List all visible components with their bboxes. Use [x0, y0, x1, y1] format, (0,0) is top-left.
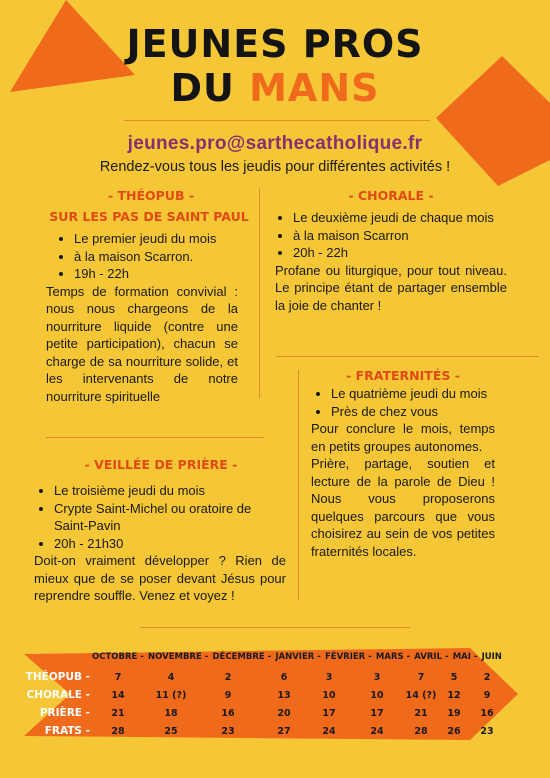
chorale-title: - CHORALE -: [348, 188, 434, 203]
month-header: JANVIER -: [275, 652, 321, 662]
theopub-subtitle: SUR LES PAS DE SAINT PAUL: [49, 209, 249, 224]
table-cell: 25: [164, 726, 178, 737]
table-cell: 5: [450, 672, 458, 683]
table-cell: 7: [114, 672, 122, 683]
table-cell: 16: [480, 708, 494, 719]
table-row: [0, 670, 550, 688]
table-row: [0, 706, 550, 724]
table-cell: 6: [280, 672, 288, 683]
column-divider-top: [259, 188, 260, 398]
table-cell: 18: [164, 708, 178, 719]
table-cell: 9: [224, 690, 232, 701]
veillee-section: [34, 457, 288, 605]
contact-email-link[interactable]: jeunes.pro@sarthecatholique.fr: [127, 133, 423, 154]
table-cell: 10: [322, 690, 336, 701]
month-header: FÉVRIER -: [324, 652, 372, 662]
chorale-section: [275, 188, 507, 314]
list-item: • Crypte Saint-Michel ou oratoire de Saint-Pavin: [54, 500, 288, 535]
page-title-line2: [0, 68, 550, 108]
chorale-text: Profane ou liturgique, pour tout niveau. Le principe étant de partager ensemble la joie de chanter !: [275, 262, 507, 313]
table-cell: 21: [111, 708, 125, 719]
table-cell: 17: [322, 708, 336, 719]
table-cell: 23: [221, 726, 235, 737]
table-cell: 24: [370, 726, 384, 737]
table-cell: 14 (?): [405, 690, 437, 701]
title-divider: [124, 120, 430, 121]
section-divider-left: [46, 437, 264, 438]
table-cell: 23: [480, 726, 494, 737]
list-item: • 20h - 22h: [293, 244, 507, 262]
table-cell: 14: [111, 690, 125, 701]
theopub-text: Temps de formation convivial : nous nous chargeons de la nourriture liquide (contre une petite participation), chacun se charge de sa nourriture solide, et les intervenants de notre nourriture spirituelle: [46, 283, 238, 404]
tagline: Rendez-vous tous les jeudis pour différentes activités !: [99, 159, 451, 175]
month-header: MAI -: [452, 652, 478, 662]
list-item: • Le premier jeudi du mois: [74, 230, 256, 248]
table-cell: 19: [447, 708, 461, 719]
table-cell: 2: [483, 672, 491, 683]
month-header: OCTOBRE -: [92, 652, 144, 662]
table-cell: 4: [167, 672, 175, 683]
month-header: NOVEMBRE -: [148, 652, 209, 662]
list-item: • 19h - 22h: [74, 265, 256, 283]
table-cell: 24: [322, 726, 336, 737]
list-item: • Le deuxième jeudi de chaque mois: [293, 209, 507, 227]
theopub-section: [46, 188, 256, 405]
schedule-months: [92, 652, 502, 662]
table-cell: 17: [370, 708, 384, 719]
title-du: DU: [170, 66, 250, 110]
page-title-line1: JEUNES PROS: [126, 22, 424, 66]
row-label: CHORALE -: [26, 689, 90, 701]
section-divider-right: [276, 356, 539, 357]
table-cell: 28: [111, 726, 125, 737]
veillee-title: - VEILLÉE DE PRIÈRE -: [84, 457, 238, 472]
table-cell: 10: [370, 690, 384, 701]
table-cell: 20: [277, 708, 291, 719]
schedule-divider: [140, 627, 410, 628]
list-item: • à la maison Scarron.: [74, 248, 256, 266]
month-header: MARS -: [375, 652, 411, 662]
table-cell: 28: [414, 726, 428, 737]
month-header: JUIN: [481, 652, 502, 662]
theopub-title: - THÉOPUB -: [107, 188, 195, 203]
list-item: • Le quatrième jeudi du mois: [331, 385, 495, 403]
list-item: • 20h - 21h30: [54, 535, 288, 553]
table-cell: 7: [417, 672, 425, 683]
table-cell: 13: [277, 690, 291, 701]
list-item: • à la maison Scarron: [293, 227, 507, 245]
table-cell: 9: [483, 690, 491, 701]
table-cell: 12: [447, 690, 461, 701]
veillee-text: Doit-on vraiment développer ? Rien de mieux que de se poser devant Jésus pour reprendre souffle. Venez et voyez !: [34, 553, 286, 603]
table-cell: 21: [414, 708, 428, 719]
month-header: AVRIL -: [414, 652, 449, 662]
row-label: THÉOPUB -: [25, 671, 90, 683]
table-cell: 26: [447, 726, 461, 737]
table-row: [0, 688, 550, 706]
fraternites-text2: Prière, partage, soutien et lecture de la parole de Dieu ! Nous vous proposerons quelques parcours que vous choisirez au sein de vos petites fraternités locales.: [311, 456, 495, 559]
list-item: • Près de chez vous: [331, 403, 495, 421]
month-header: DÉCEMBRE -: [212, 652, 272, 662]
table-row: [0, 724, 550, 742]
table-cell: 3: [373, 672, 381, 683]
table-cell: 27: [277, 726, 291, 737]
row-label: FRATS -: [44, 725, 90, 737]
column-divider-bottom: [298, 370, 299, 600]
fraternites-text1: Pour conclure le mois, temps en petits groupes autonomes.: [311, 421, 495, 454]
fraternites-title: - FRATERNITÉS -: [346, 368, 460, 383]
table-cell: 11 (?): [155, 690, 187, 701]
table-cell: 2: [224, 672, 232, 683]
title-mans: MANS: [249, 66, 380, 110]
list-item: • Le troisième jeudi du mois: [54, 482, 288, 500]
table-cell: 3: [325, 672, 333, 683]
fraternites-section: [311, 368, 495, 560]
row-label: PRIÈRE -: [39, 707, 90, 719]
table-cell: 16: [221, 708, 235, 719]
